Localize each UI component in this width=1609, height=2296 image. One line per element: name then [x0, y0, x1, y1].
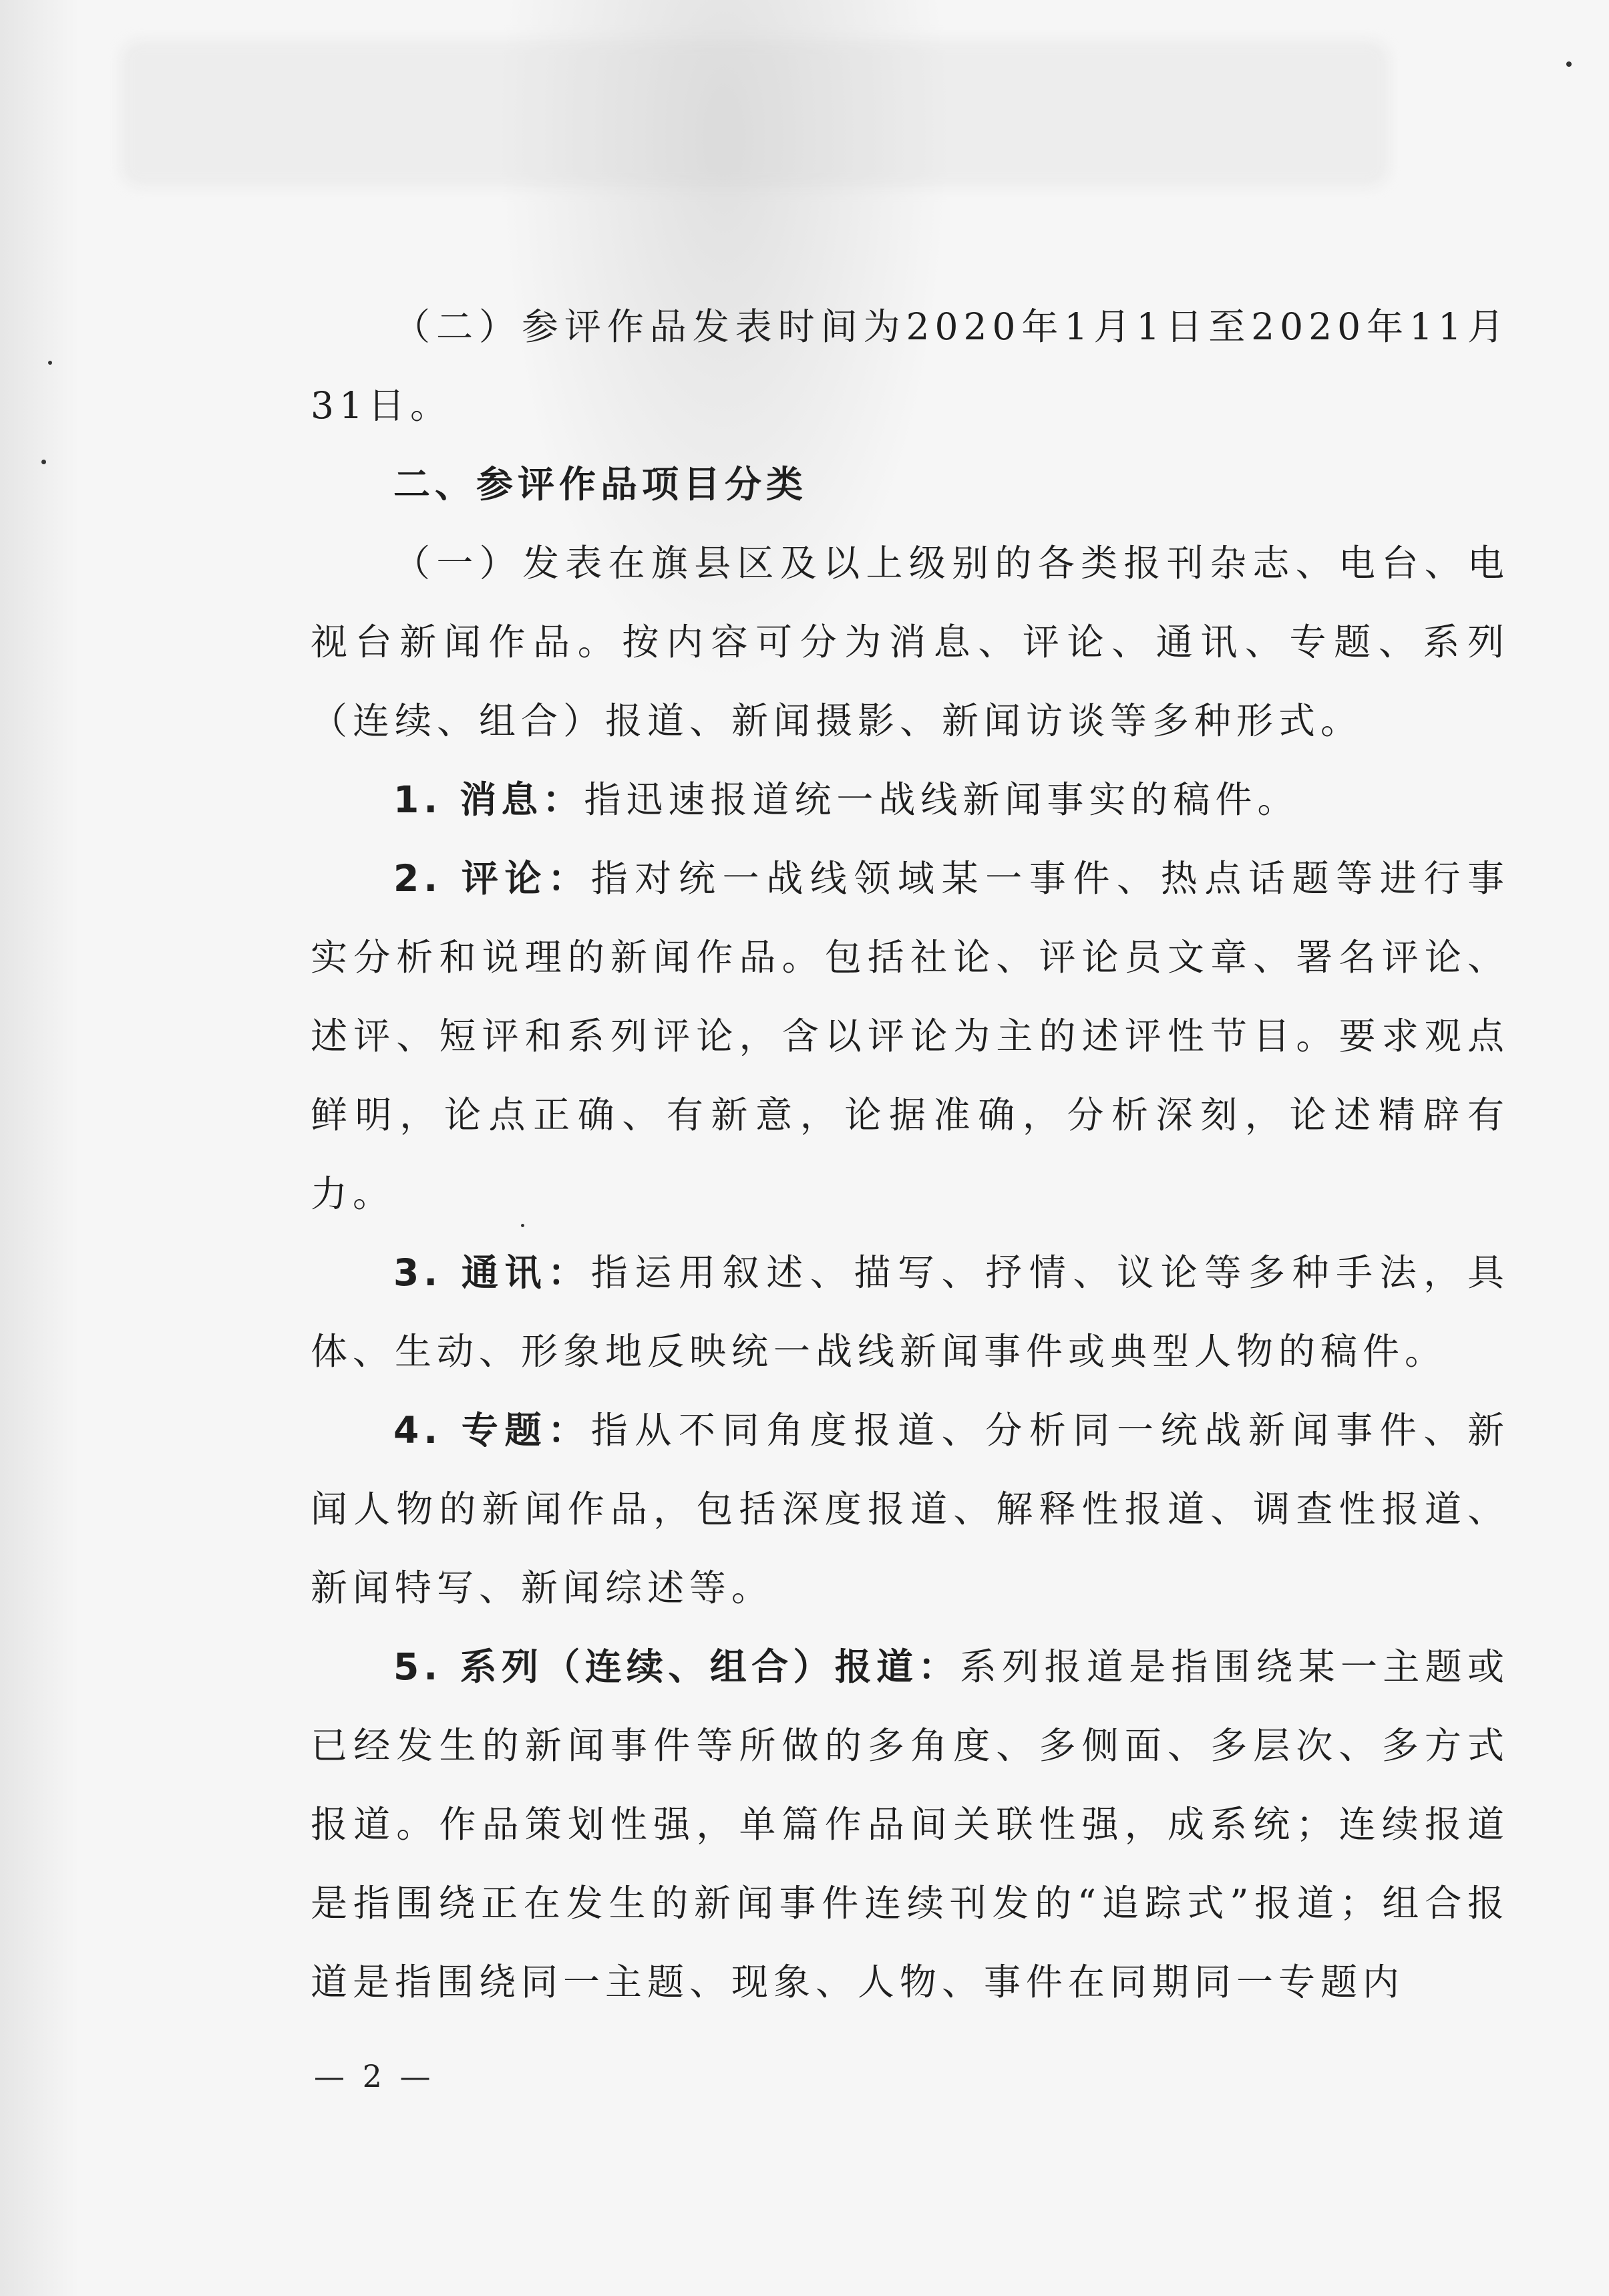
paragraph-special-topic — [311, 1391, 1509, 1627]
section-heading-category: 二、参评作品项目分类 — [393, 463, 808, 506]
scan-speck — [1566, 61, 1572, 67]
paragraph-news-report — [311, 760, 1509, 839]
definition-series-report: 系列报道是指围绕某一主题或已经发生的新闻事件等所做的多角度、多侧面、多层次、多方式报道。作品策划性强，单篇作品间关联性强，成系统；连续报道是指围绕正在发生的新闻事件连续刊发的“追踪式”报道；组合报道是指围绕同一主题、现象、人物、事件在同期同一专题内 — [311, 1645, 1509, 2003]
paragraph-feature-report — [311, 1233, 1509, 1391]
scan-speck — [48, 361, 52, 365]
paragraph-commentary — [311, 839, 1509, 1233]
term-news-report: 1. 消息： — [393, 778, 584, 821]
definition-feature-report: 指运用叙述、描写、抒情、议论等多种手法，具体、生动、形象地反映统一战线新闻事件或典型人物的稿件。 — [311, 1251, 1509, 1373]
scan-bleed-through — [120, 40, 1389, 187]
scan-speck — [41, 460, 46, 464]
definition-commentary: 指对统一战线领域某一事件、热点话题等进行事实分析和说理的新闻作品。包括社论、评论员文章、署名评论、述评、短评和系列评论，含以评论为主的述评性节目。要求观点鲜明，论点正确、有新意，论据准确，分析深刻，论述精辟有力。 — [311, 857, 1509, 1215]
paragraph-series-report — [311, 1627, 1509, 2021]
paragraph-media-scope: （一）发表在旗县区及以上级别的各类报刊杂志、电台、电视台新闻作品。按内容可分为消息、评论、通讯、专题、系列（连续、组合）报道、新闻摄影、新闻访谈等多种形式。 — [311, 542, 1509, 742]
document-body — [311, 287, 1509, 2021]
definition-special-topic: 指从不同角度报道、分析同一统战新闻事件、新闻人物的新闻作品，包括深度报道、解释性报道、调查性报道、新闻特写、新闻综述等。 — [311, 1409, 1509, 1609]
term-feature-report: 3. 通讯： — [393, 1251, 591, 1294]
term-commentary: 2. 评论： — [393, 857, 591, 900]
term-series-report: 5. 系列（连续、组合）报道： — [393, 1645, 960, 1688]
definition-news-report: 指迅速报道统一战线新闻事实的稿件。 — [584, 778, 1300, 821]
paragraph-publication-period: （二）参评作品发表时间为2020年1月1日至2020年11月31日。 — [311, 305, 1509, 427]
term-special-topic: 4. 专题： — [393, 1409, 591, 1452]
page-number: — 2 — — [314, 2058, 435, 2094]
